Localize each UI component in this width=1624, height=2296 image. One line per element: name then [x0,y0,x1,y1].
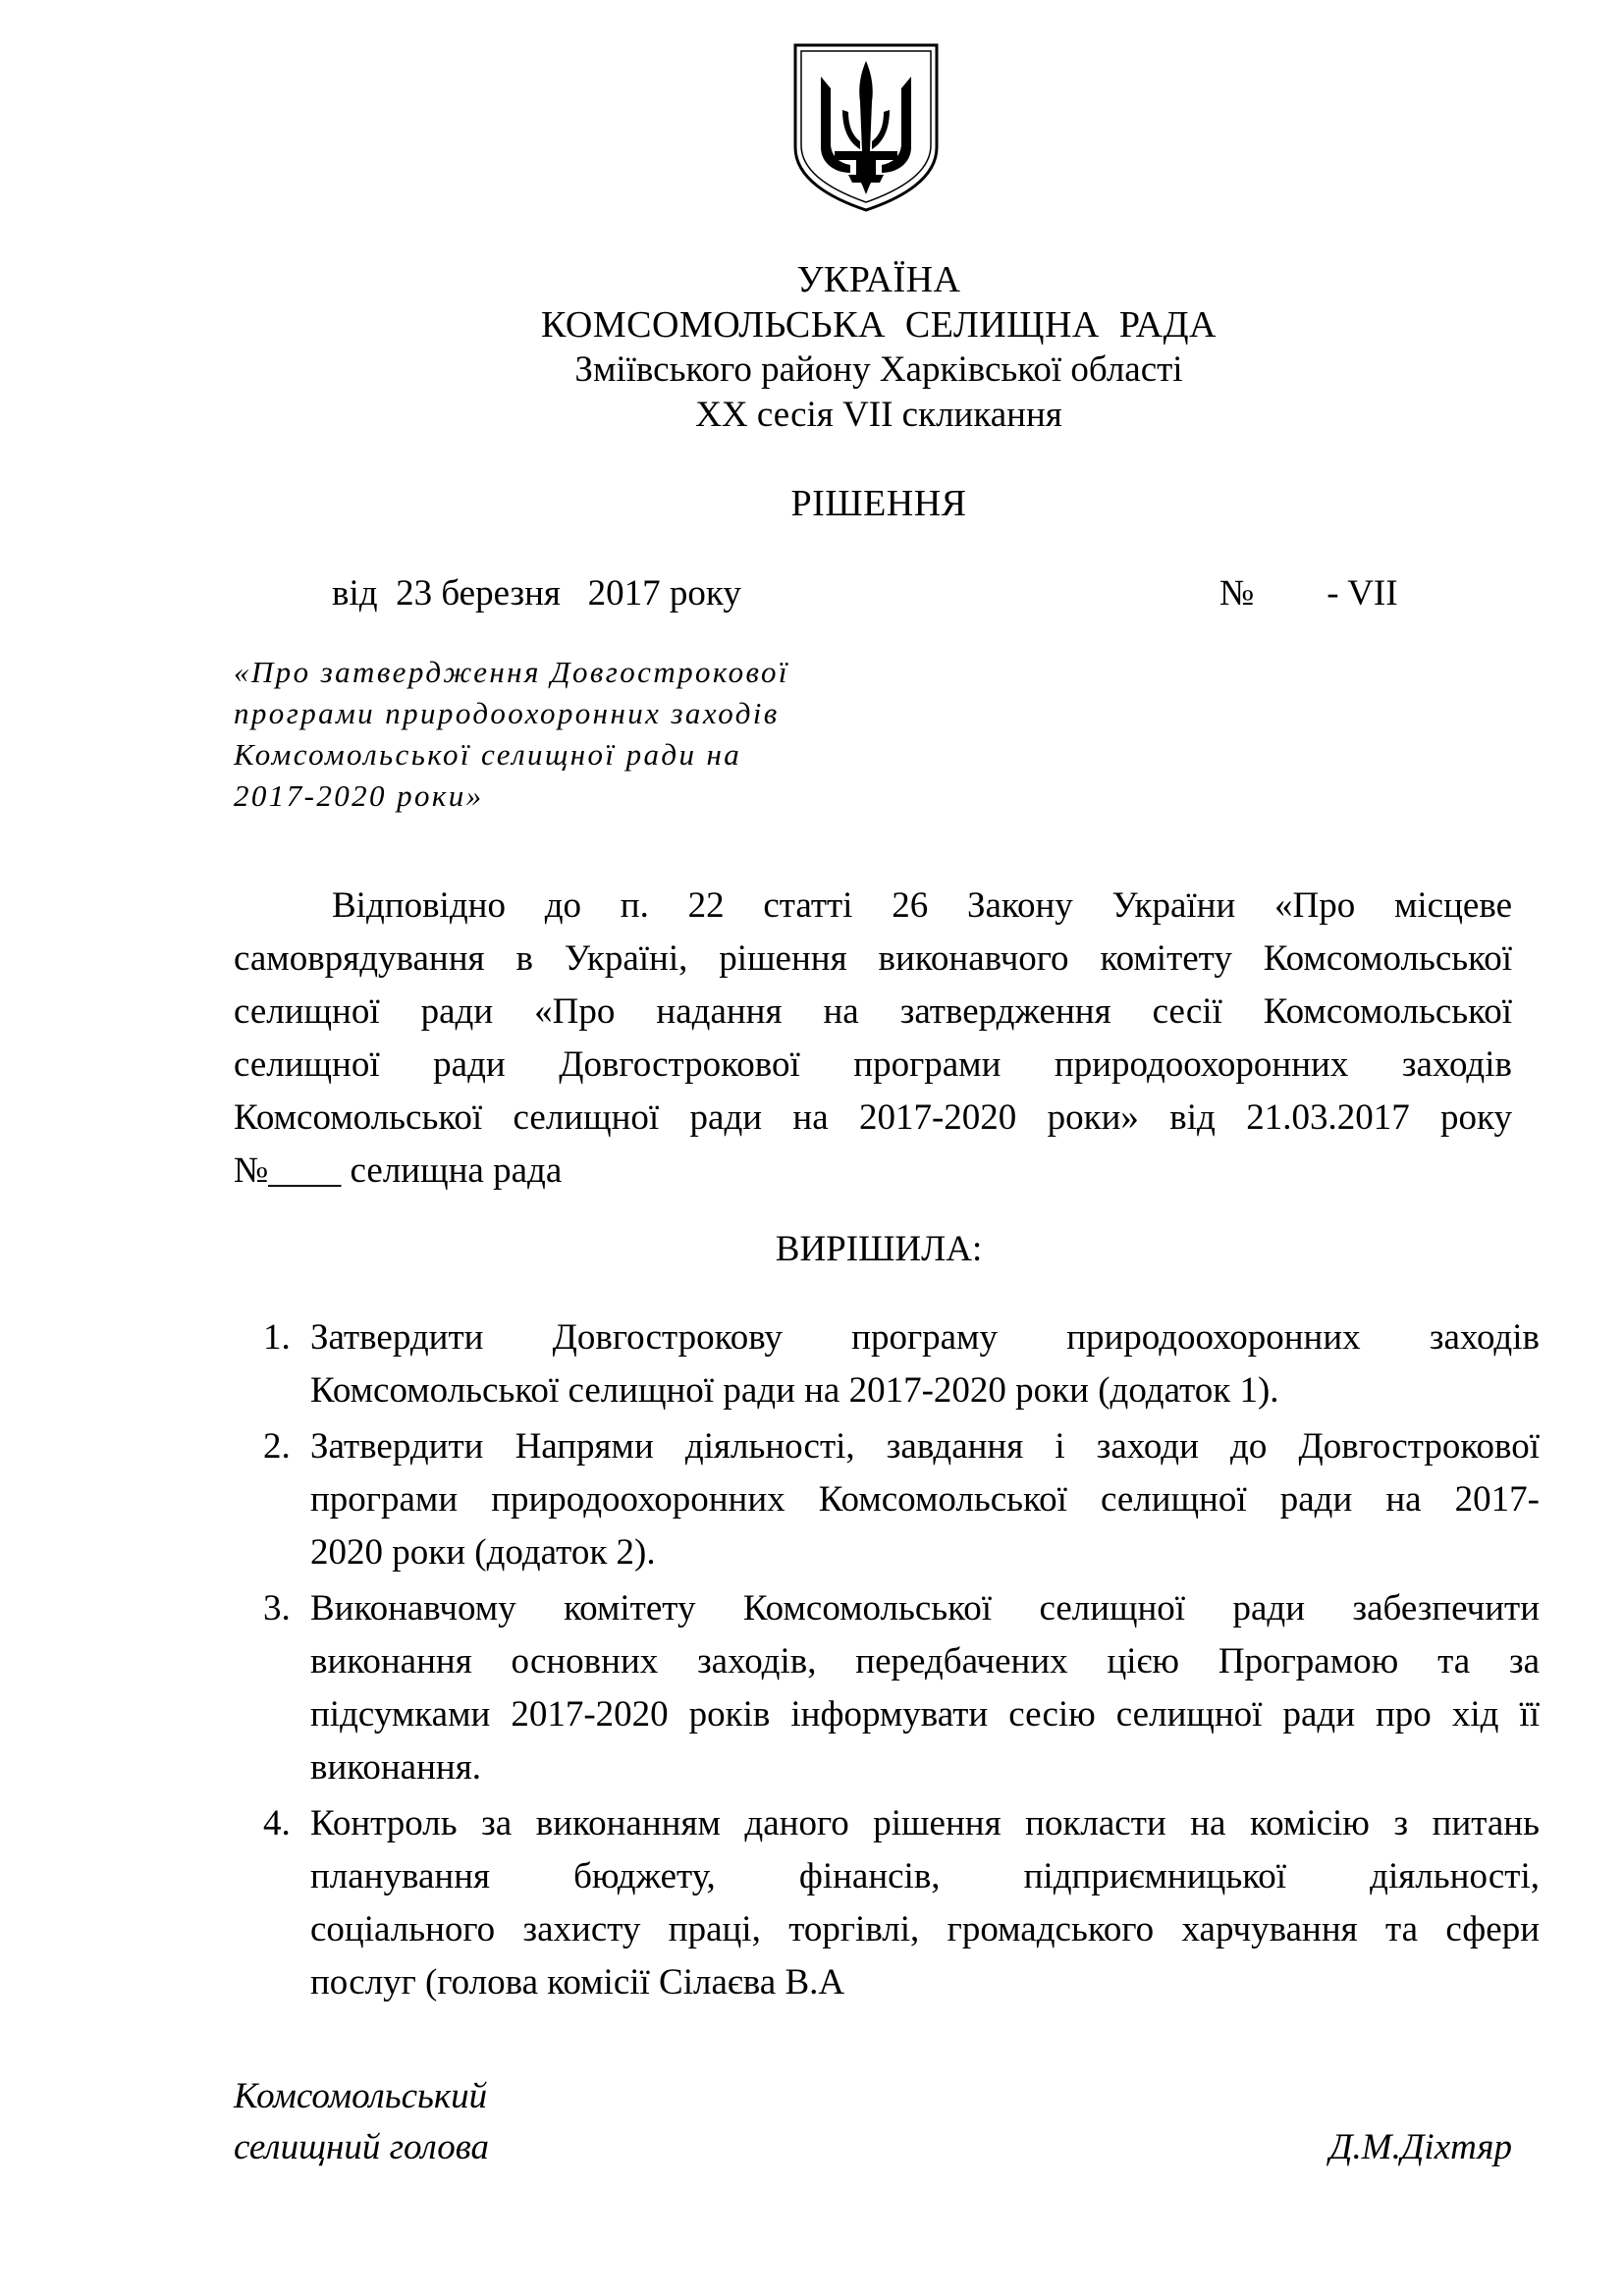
item-line: Контроль за виконанням даного рішення покласти на комісію з питань [310,1803,1540,1843]
item-line: послуг (голова комісії Сілаєва В.А [310,1962,845,2002]
subject-line: «Про затвердження Довгострокової [234,655,789,689]
district-name: Зміївського району Харківської області [574,349,1183,390]
item-line: соціального захисту праці, торгівлі, громадського харчування та сфери [310,1909,1540,1949]
council-name: КОМСОМОЛЬСЬКА СЕЛИЩНА РАДА [541,304,1217,346]
preamble-line: селищної ради «Про надання на затвердження сесії Комсомольської [234,991,1512,1032]
item-line: Затвердити Напрями діяльності, завдання і заходи до Довгострокової [310,1426,1540,1467]
country-name: УКРАЇНА [796,259,961,300]
list-item [263,1420,1540,1579]
signatory-name: Д.М.Діхтяр [1329,2127,1512,2167]
resolve-heading: ВИРІШИЛА: [775,1229,983,1269]
item-number: 4. [263,1803,291,1843]
preamble-line: Комсомольської селищної ради на 2017-2020 роки» від 21.03.2017 року [234,1097,1512,1138]
document-subject [234,652,862,817]
item-line: програми природоохоронних Комсомольської селищної ради на 2017- [310,1479,1540,1520]
subject-line: Комсомольської селищної ради на [234,737,742,772]
preamble-line: самоврядування в Україні, рішення виконавчого комітету Комсомольської [234,938,1512,979]
item-number: 1. [263,1317,291,1358]
signatory-position: Комсомольський [234,2076,488,2116]
decision-items-list [263,1311,1540,2012]
subject-line: 2017-2020 роки» [234,778,484,813]
document-number: № - VII [1219,573,1398,614]
item-line: Затвердити Довгострокову програму природоохоронних заходів [310,1317,1540,1358]
preamble-line: Відповідно до п. 22 статті 26 Закону України «Про місцеве [332,885,1512,926]
list-item [263,1582,1540,1794]
coat-of-arms-icon [791,41,941,212]
signature-block [234,2071,1512,2173]
item-line: 2020 роки (додаток 2). [310,1532,656,1573]
document-header [0,257,1624,438]
session-info: ХХ сесія VII скликання [695,395,1062,435]
item-line: Комсомольської селищної ради на 2017-2020 роки (додаток 1). [310,1370,1279,1411]
item-line: планування бюджету, фінансів, підприємницької діяльності, [310,1856,1540,1896]
document-title: РІШЕННЯ [790,483,967,524]
signatory-position: селищний голова [234,2127,490,2167]
item-number: 2. [263,1426,291,1467]
preamble-line: селищної ради Довгострокової програми природоохоронних заходів [234,1044,1512,1085]
item-line: виконання основних заходів, передбачених цією Програмою та за [310,1641,1540,1682]
list-item [263,1311,1540,1417]
item-line: підсумками 2017-2020 років інформувати сесію селищної ради про хід її [310,1694,1540,1735]
item-line: виконання. [310,1747,481,1788]
item-line: Виконавчому комітету Комсомольської селищної ради забезпечити [310,1588,1540,1629]
preamble-line: №____ селищна рада [234,1150,563,1191]
item-number: 3. [263,1588,291,1629]
document-date: від 23 березня 2017 року [332,573,741,614]
subject-line: програми природоохоронних заходів [234,696,780,730]
preamble-paragraph [234,880,1512,1198]
list-item [263,1797,1540,2009]
